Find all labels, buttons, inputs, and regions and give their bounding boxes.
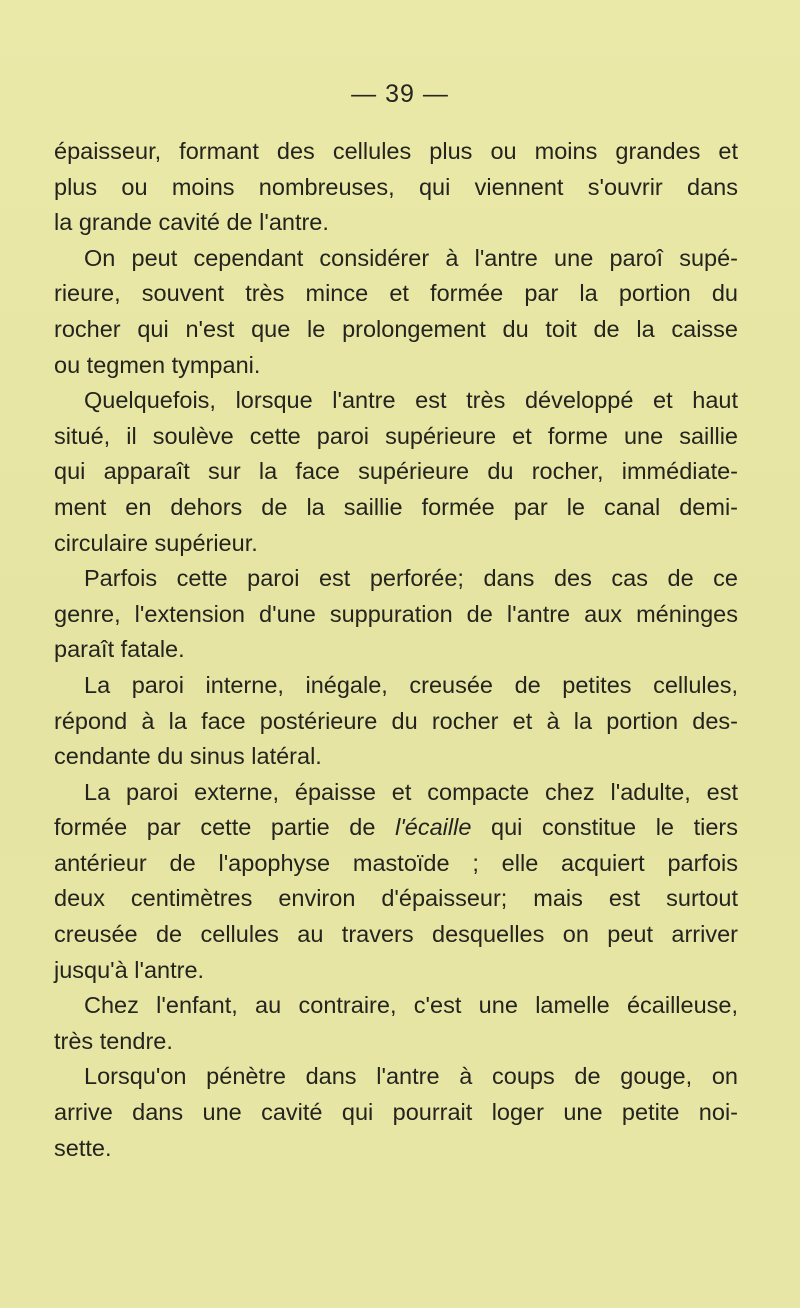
text-line: situé, il soulève cette paroi supérieure et forme une saillie bbox=[54, 422, 738, 449]
text-line: plus ou moins nombreuses, qui viennent s'ouvrir dans bbox=[54, 173, 738, 200]
body-text bbox=[54, 134, 738, 1166]
page-number: — 39 — bbox=[351, 80, 449, 108]
text-line: circulaire supérieur. bbox=[54, 529, 258, 556]
text-segment: formée par cette partie de bbox=[54, 814, 396, 841]
text-line: cendante du sinus latéral. bbox=[54, 743, 322, 770]
text-line: rieure, souvent très mince et formée par la portion du bbox=[54, 280, 738, 307]
text-line: épaisseur, formant des cellules plus ou moins grandes et bbox=[54, 138, 738, 164]
text-line: Lorsqu'on pénètre dans l'antre à coups de gouge, on bbox=[84, 1063, 738, 1090]
text-line: sette. bbox=[54, 1134, 112, 1161]
text-segment: qui constitue le tiers bbox=[471, 814, 738, 841]
text-line: La paroi externe, épaisse et compacte chez l'adulte, est bbox=[84, 778, 738, 805]
text-line: qui apparaît sur la face supérieure du rocher, immédiate- bbox=[54, 458, 738, 485]
text-line: deux centimètres environ d'épaisseur; mais est surtout bbox=[54, 885, 738, 912]
text-line: arrive dans une cavité qui pourrait loger une petite noi- bbox=[54, 1099, 738, 1126]
text-line: rocher qui n'est que le prolongement du toit de la caisse bbox=[54, 315, 738, 342]
text-line: antérieur de l'apophyse mastoïde ; elle acquiert parfois bbox=[54, 849, 738, 876]
text-line: paraît fatale. bbox=[54, 636, 185, 663]
text-line: Chez l'enfant, au contraire, c'est une lamelle écailleuse, bbox=[84, 992, 738, 1019]
text-line: genre, l'extension d'une suppuration de l'antre aux méninges bbox=[54, 600, 738, 627]
text-line-with-italic bbox=[54, 810, 738, 846]
text-line: très tendre. bbox=[54, 1027, 173, 1054]
text-line: la grande cavité de l'antre. bbox=[54, 209, 329, 236]
text-line: jusqu'à l'antre. bbox=[54, 956, 205, 983]
text-line: ment en dehors de la saillie formée par le canal demi- bbox=[54, 493, 738, 520]
text-line: creusée de cellules au travers desquelles on peut arriver bbox=[54, 921, 738, 948]
italic-term: l'écaille bbox=[395, 814, 472, 841]
text-line: On peut cependant considérer à l'antre une paroî supé- bbox=[84, 244, 738, 271]
text-line: répond à la face postérieure du rocher et à la portion des- bbox=[54, 707, 738, 734]
text-line: La paroi interne, inégale, creusée de petites cellules, bbox=[84, 671, 738, 698]
text-line: Parfois cette paroi est perforée; dans des cas de ce bbox=[84, 565, 738, 592]
text-line: Quelquefois, lorsque l'antre est très développé et haut bbox=[84, 387, 738, 414]
text-line: ou tegmen tympani. bbox=[54, 351, 261, 378]
